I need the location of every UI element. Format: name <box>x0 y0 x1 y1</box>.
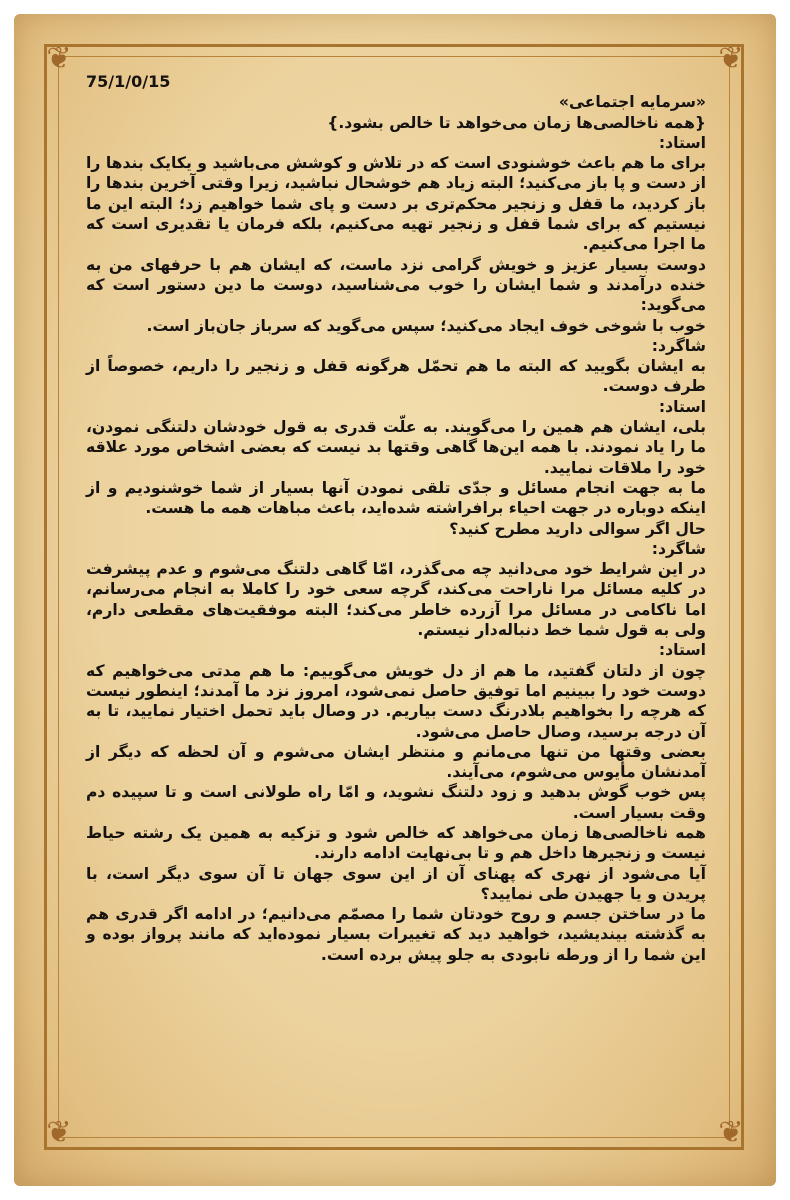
speaker-label: استاد: <box>658 133 706 152</box>
paragraph: ما در ساختن جسم و روح خودتان شما را مصمّم می‌دانیم؛ در ادامه اگر قدری هم به گذشته بیندیشید، خواهید دید که تغییرات بسیار نموده‌اید که مانند پرواز بوده و این شما را از ورطه نابودی به جلو پیش برده است. <box>86 905 706 964</box>
speaker-label: استاد: <box>658 397 706 416</box>
paragraph: دوست بسیار عزیز و خویش گرامی نزد ماست، که ایشان هم با حرفهای من به خنده درآمدند و شما ایشان را خوب می‌شناسید، دوست ما دین دستور است که می‌گوید: <box>86 255 706 315</box>
paragraph: خوب با شوخی خوف ایجاد می‌کنید؛ سپس می‌گوید که سرباز جان‌باز است. <box>146 316 706 335</box>
paragraph: برای ما هم باعث خوشنودی است که در تلاش و کوشش می‌باشید و یکایک بندها را از دست و پا باز می‌کنید؛ البته زیاد هم خوشحال نباشید، زیرا وقتی آخرین بندها را باز کردید، ما قفل و زنجیر محکم‌تری بر دست و پای شما خواهیم زد؛ البته این ما نیستیم که برای شما قفل و زنجیر تهیه می‌کنیم، بلکه فرمان یا تقدیری است که ما اجرا می‌کنیم. <box>86 154 706 254</box>
speaker-label: استاد: <box>658 641 706 660</box>
document-body <box>86 72 706 1132</box>
dialogue-lines <box>86 133 706 965</box>
paragraph: آیا می‌شود از نهری که پهنای آن از این سوی جهان تا آن سوی دیگر است، با پریدن و یا جهیدن طی نمایید؟ <box>86 864 706 903</box>
paragraph: چون از دلتان گفتید، ما هم از دل خویش می‌گوییم: ما هم مدتی می‌خواهیم که دوست خود را ببینیم اما توفیق حاصل نمی‌شود، امروز نزد ما آمدند؛ اینطور نیست که هرچه را بخواهیم بلادرنگ دست بیاریم. در وصال باید تحمل اختیار نمایید، تا به آن درجه برسید، وصال حاصل می‌شود. <box>86 661 706 741</box>
speaker-label: شاگرد: <box>651 539 706 558</box>
paragraph: پس خوب گوش بدهید و زود دلتنگ نشوید، و امّا راه طولانی است و تا سپیده دم وقت بسیار است. <box>86 783 706 822</box>
corner-ornament-icon: ❦ <box>718 41 744 76</box>
paragraph: ما به جهت انجام مسائل و جدّی تلقی نمودن آنها بسیار از شما خوشنودیم و از اینکه دوباره در جهت احیاء برافراشته شده‌اید، باعث مباهات همه ما هست. <box>86 478 706 518</box>
paragraph: همه ناخالصی‌ها زمان می‌خواهد که خالص شود و تزکیه به همین یک رشته حیاط نیست و زنجیرها داخل هم و تا بی‌نهایت ادامه دارند. <box>86 823 706 863</box>
document-date: 75/1/0/15 <box>86 72 171 91</box>
document-subtitle: {همه ناخالصی‌ها زمان می‌خواهد تا خالص بشود.} <box>327 113 706 132</box>
paragraph: بعضی وقتها من تنها می‌مانم و منتظر ایشان می‌شوم و آن لحظه که دیگر از آمدنشان مأیوس می‌شوم، می‌آیند. <box>86 742 706 782</box>
corner-ornament-icon: ❦ <box>46 41 72 76</box>
corner-ornament-icon: ❦ <box>718 1115 744 1150</box>
corner-ornament-icon: ❦ <box>46 1115 72 1150</box>
paragraph: بلی، ایشان هم همین را می‌گویند. به علّت قدری به قول خودشان دلتنگی نمودن، ما را یاد نمودند. با همه این‌ها گاهی وقتها بد نیست که بعضی اشخاص مورد علاقه خود را ملاقات نمایید. <box>86 418 706 477</box>
speaker-label: شاگرد: <box>651 336 706 355</box>
paragraph: حال اگر سوالی دارید مطرح کنید؟ <box>449 519 706 538</box>
document-title: «سرمایه اجتماعی» <box>558 93 706 112</box>
paragraph: در این شرایط خود می‌دانید چه می‌گذرد، امّا گاهی دلتنگ می‌شوم و عدم پیشرفت در کلیه مسائل مرا ناراحت می‌کند، گرچه سعی خود را کاملا به انجام می‌رسانم، اما ناکامی در مسائل مرا آزرده خاطر می‌کند؛ البته موفقیت‌های مقطعی دارم، ولی به قول شما خط دنباله‌دار نیستم. <box>86 560 706 640</box>
paragraph: به ایشان بگویید که البته ما هم تحمّل هرگونه قفل و زنجیر را داریم، خصوصاً از طرف دوست. <box>86 357 706 396</box>
